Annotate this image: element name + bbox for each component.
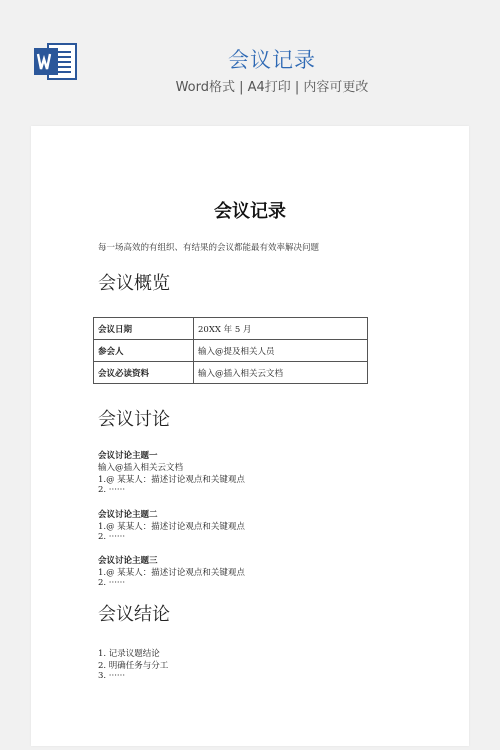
table-cell-key: 会议必读资料 [94,362,194,384]
overview-table [93,317,368,384]
preview-subtitle: Word格式 | A4打印 | 内容可更改 [175,80,369,95]
conclusion-item: 3. ······ [98,671,126,681]
topic-line: 2. ······ [98,578,126,588]
document-intro: 每一场高效的有组织、有结果的会议都能最有效率解决问题 [98,243,320,253]
section-heading-discussion: 会议讨论 [98,409,170,430]
topic-title: 会议讨论主题二 [98,510,158,520]
table-row [94,318,368,340]
section-heading-conclusion: 会议结论 [98,604,170,625]
topic-line: 2. ······ [98,485,126,495]
conclusion-item: 1. 记录议题结论 [98,649,160,659]
topic-title: 会议讨论主题三 [98,556,158,566]
topic-title: 会议讨论主题一 [98,451,158,461]
table-cell-key: 会议日期 [94,318,194,340]
topic-line: 1.@ 某某人：描述讨论观点和关键观点 [98,522,245,532]
topic-line: 2. ······ [98,532,126,542]
table-row [94,340,368,362]
document-page [31,126,469,746]
topic-line: 1.@ 某某人：描述讨论观点和关键观点 [98,475,245,485]
section-heading-overview: 会议概览 [98,273,170,294]
table-cell-key: 参会人 [94,340,194,362]
preview-header [0,0,500,125]
table-cell-value: 输入@提及相关人员 [194,340,368,362]
topic-line: 输入@插入相关云文档 [98,463,184,473]
document-title: 会议记录 [214,201,286,222]
conclusion-item: 2. 明确任务与分工 [98,661,169,671]
topic-line: 1.@ 某某人：描述讨论观点和关键观点 [98,568,245,578]
table-cell-value: 输入@插入相关云文档 [194,362,368,384]
table-cell-value: 20XX 年 5 月 [194,318,368,340]
table-row [94,362,368,384]
preview-title: 会议记录 [228,48,316,72]
